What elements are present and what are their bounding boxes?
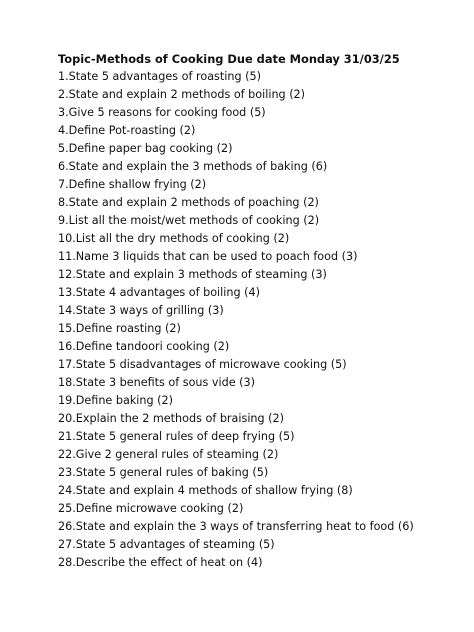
question-item: 22.Give 2 general rules of steaming (2) [58,448,279,461]
question-item: 27.State 5 advantages of steaming (5) [58,538,275,551]
question-item: 13.State 4 advantages of boiling (4) [58,286,260,299]
question-item: 24.State and explain 4 methods of shallow frying (8) [58,484,353,497]
question-item: 1.State 5 advantages of roasting (5) [58,70,261,83]
question-item: 14.State 3 ways of grilling (3) [58,304,224,317]
question-item: 25.Define microwave cooking (2) [58,502,244,515]
question-item: 6.State and explain the 3 methods of baking (6) [58,160,328,173]
question-item: 23.State 5 general rules of baking (5) [58,466,269,479]
question-item: 8.State and explain 2 methods of poaching (2) [58,196,319,209]
question-item: 18.State 3 benefits of sous vide (3) [58,376,256,389]
question-item: 2.State and explain 2 methods of boiling (2) [58,88,306,101]
question-item: 3.Give 5 reasons for cooking food (5) [58,106,266,119]
question-item: 21.State 5 general rules of deep frying (5) [58,430,295,443]
question-item: 26.State and explain the 3 ways of transferring heat to food (6) [58,520,414,533]
question-item: 10.List all the dry methods of cooking (2) [58,232,290,245]
question-list [58,70,414,574]
question-item: 20.Explain the 2 methods of braising (2) [58,412,285,425]
question-item: 28.Describe the effect of heat on (4) [58,556,263,569]
question-item: 9.List all the moist/wet methods of cooking (2) [58,214,320,227]
question-item: 7.Define shallow frying (2) [58,178,207,191]
question-item: 12.State and explain 3 methods of steaming (3) [58,268,327,281]
question-item: 4.Define Pot-roasting (2) [58,124,196,137]
question-item: 5.Define paper bag cooking (2) [58,142,233,155]
question-item: 11.Name 3 liquids that can be used to poach food (3) [58,250,358,263]
question-item: 19.Define baking (2) [58,394,174,407]
document-title: Topic-Methods of Cooking Due date Monday 31/03/25 [58,52,400,66]
question-item: 15.Define roasting (2) [58,322,181,335]
question-item: 17.State 5 disadvantages of microwave cooking (5) [58,358,347,371]
question-item: 16.Define tandoori cooking (2) [58,340,230,353]
